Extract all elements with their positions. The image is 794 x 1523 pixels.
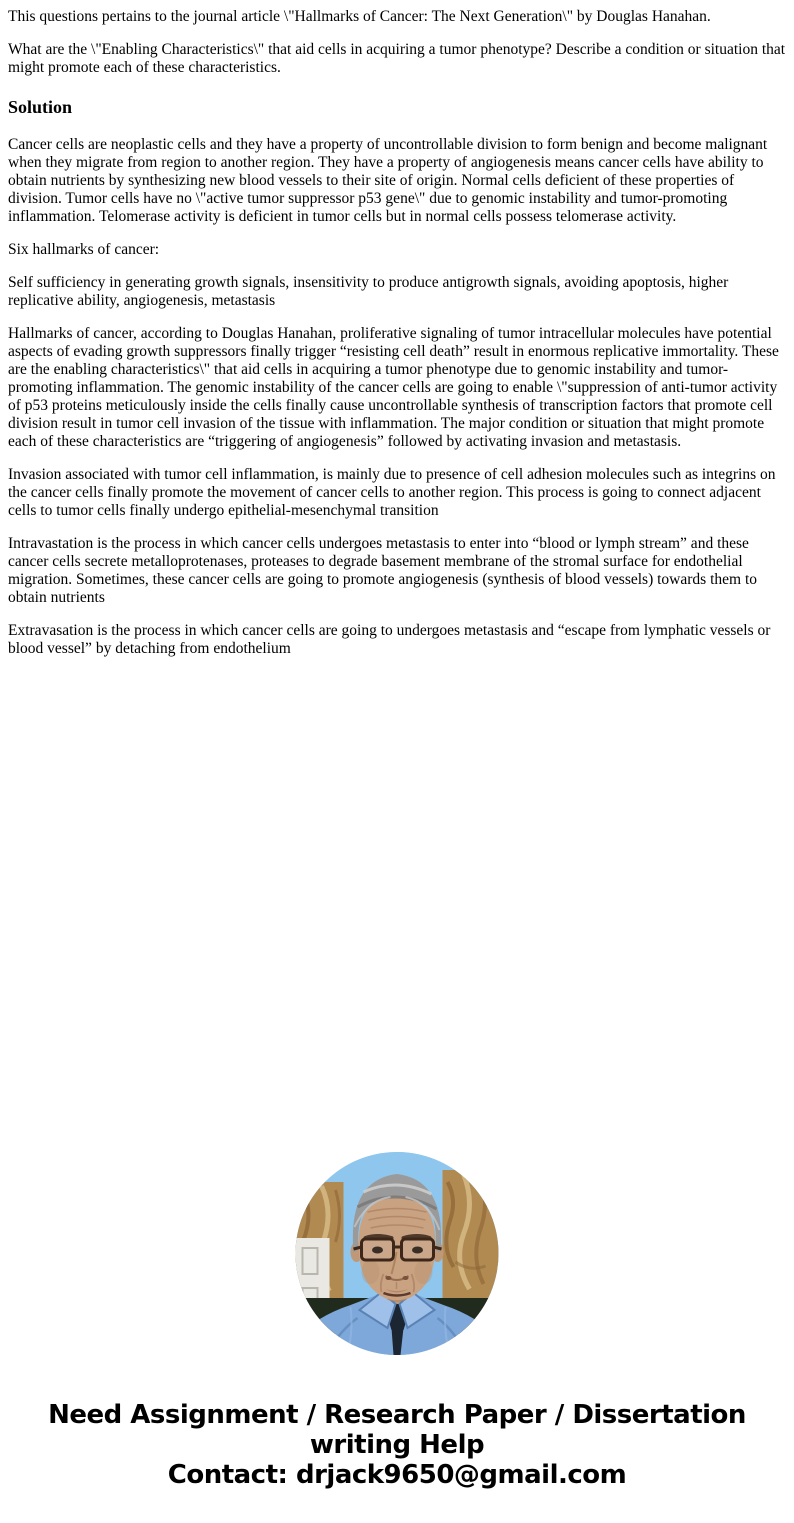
solution-paragraph: Cancer cells are neoplastic cells and they have a property of uncontrollable division to form benign and become malignant when they migrate from region to another region. They have a property of angiogenesis means cancer cells have ability to obtain nutrients by synthesizing new blood vessels to their site of origin. Normal cells deficient of these properties of division. Tumor cells have no \"active tumor suppressor p53 gene\" due to genomic instability and tumor-promoting inflammation. Telomerase activity is deficient in tumor cells but in normal cells possess telomerase activity. [8,136,768,225]
contact-email: Contact: drjack9650@gmail.com [167,1460,627,1490]
solution-paragraph: Invasion associated with tumor cell inflammation, is mainly due to presence of cell adhesion molecules such as integrins on the cancer cells finally promote the movement of cancer cells to another region. This process is going to connect adjacent cells to tumor cells finally undergo epithelial-mesenchymal transition [8,466,776,519]
question-body: What are the \"Enabling Characteristics\" that aid cells in acquiring a tumor phenotype? Describe a condition or situation that might promote each of these characteristics. [8,41,786,76]
question-intro: This questions pertains to the journal article \"Hallmarks of Cancer: The Next Generation\" by Douglas Hanahan. [8,8,711,25]
help-offer-line: writing Help [309,1430,485,1460]
solution-paragraph: Six hallmarks of cancer: [8,241,160,258]
solution-paragraph: Self sufficiency in generating growth signals, insensitivity to produce antigrowth signals, avoiding apoptosis, higher replicative ability, angiogenesis, metastasis [8,274,729,309]
presenter-avatar-illustration [296,1152,499,1355]
avatar-door [296,1238,330,1355]
presenter-avatar [296,1152,499,1355]
solution-paragraph: Hallmarks of cancer, according to Douglas Hanahan, proliferative signaling of tumor intracellular molecules have potential aspects of evading growth suppressors finally trigger “resisting cell death” result in enormous replicative immortality. These are the enabling characteristics\" that aid cells in acquiring a tumor phenotype due to genomic instability and tumor-promoting inflammation. The genomic instability of the cancer cells are going to enable \"suppression of anti-tumor activity of p53 proteins meticulously inside the cells finally cause uncontrollable synthesis of transcription factors that promote cell division result in tumor cell invasion of the tissue with inflammation. The major condition or situation that might promote each of these characteristics are “triggering of angiogenesis” followed by activating invasion and metastasis. [8,325,779,450]
solution-heading: Solution [8,97,73,117]
solution-paragraph: Intravastation is the process in which cancer cells undergoes metastasis to enter into “blood or lymph stream” and these cancer cells secrete metalloprotenases, proteases to degrade basement membrane of the stromal surface for endothelial migration. Sometimes, these cancer cells are going to promote angiogenesis (synthesis of blood vessels) towards them to obtain nutrients [8,535,758,606]
footer-promo-block [0,1400,794,1490]
help-offer-line: Need Assignment / Research Paper / Dissertation [48,1400,746,1430]
document-text-block [0,0,794,673]
solution-paragraph: Extravasation is the process in which cancer cells are going to undergoes metastasis and “escape from lymphatic vessels or blood vessel” by detaching from endothelium [8,622,771,657]
